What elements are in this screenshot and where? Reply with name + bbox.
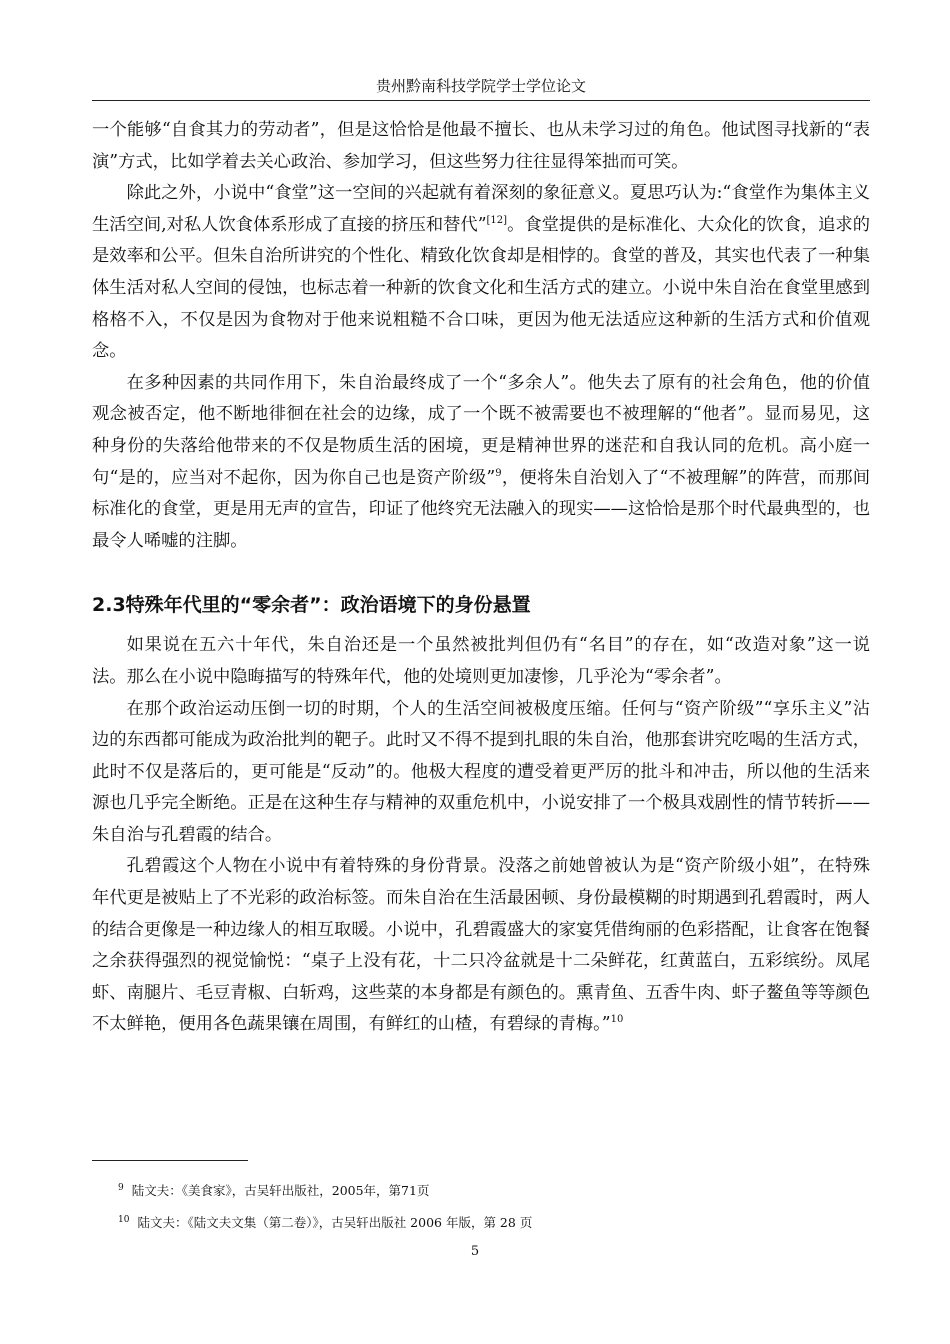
- footnote-item: [118, 1207, 870, 1239]
- header-title: 贵州黔南科技学院学士学位论文: [375, 77, 586, 95]
- citation-ref: [12]: [486, 215, 508, 227]
- paragraph-text: 在多种因素的共同作用下，朱自治最终成了一个“多余人”。他失去了原有的社会角色，他的价值观念被否定，他不断地徘徊在社会的边缘，成了一个既不被需要也不被理解的“他者”。显而易见，这种身份的失落给他带来的不仅是物质生活的困境，更是精神世界的迷茫和自我认同的危机。高小庭一句“是的，应当对不起你，因为你自己也是资产阶级”: [92, 372, 870, 488]
- paragraph-text: 在那个政治运动压倒一切的时期，个人的生活空间被极度压缩。任何与“资产阶级”“享乐主义”沾边的东西都可能成为政治批判的靶子。此时又不得不提到扎眼的朱自治，他那套讲究吃喝的生活方式，此时不仅是落后的，更可能是“反动”的。他极大程度的遭受着更严厉的批斗和冲击，所以他的生活来源也几乎完全断绝。正是在这种生存与精神的双重危机中，小说安排了一个极具戏剧性的情节转折——朱自治与孔碧霞的结合。: [92, 698, 870, 845]
- footnote-divider: [92, 1160, 248, 1161]
- paragraph-text: 除此之外，小说中“食堂”这一空间的兴起就有着深刻的象征意义。夏思巧认为:“食堂作为集体主义生活空间,对私人饮食体系形成了直接的挤压和替代”: [92, 183, 870, 235]
- footnote-mark: 10: [118, 1214, 130, 1225]
- footnote-item: [118, 1175, 870, 1207]
- page-header: [92, 72, 870, 101]
- paragraph-era: [92, 630, 870, 693]
- paragraph-politics: [92, 694, 870, 852]
- footnote-ref: 9: [495, 467, 502, 479]
- footnote-mark: 9: [118, 1182, 124, 1193]
- footnote-ref: 10: [610, 1014, 624, 1026]
- page-number: 5: [470, 1244, 480, 1259]
- paragraph-text: 一个能够“自食其力的劳动者”，但是这恰恰是他最不擅长、也从未学习过的角色。他试图寻找新的“表演”方式，比如学着去关心政治、参加学习，但这些努力往往显得笨拙而可笑。: [92, 120, 870, 172]
- footnotes: [118, 1175, 870, 1239]
- paragraph-text: ，便将朱自治划入了“不被理解”的阵营，而那间标准化的食堂，更是用无声的宣告，印证了他终究无法融入的现实——这恰恰是那个时代最典型的，也最令人唏嘘的注脚。: [92, 467, 871, 551]
- footnote-text: 陆文夫：《美食家》，古吴轩出版社，2005年，第71页: [131, 1183, 430, 1198]
- paragraph-text: 。食堂提供的是标准化、大众化的饮食，追求的是效率和公平。但朱自治所讲究的个性化、精致化饮食却是相悖的。食堂的普及，其实也代表了一种集体生活对私人空间的侵蚀，也标志着一种新的饮食文化和生活方式的建立。小说中朱自治在食堂里感到格格不入，不仅是因为食物对于他来说粗糙不合口味，更因为他无法适应这种新的生活方式和价值观念。: [92, 214, 870, 362]
- paragraph-text: 如果说在五六十年代，朱自治还是一个虽然被批判但仍有“名目”的存在，如“改造对象”这一说法。那么在小说中隐晦描写的特殊年代，他的处境则更加凄惨，几乎沦为“零余者”。: [92, 635, 870, 687]
- footnote-text: 陆文夫：《陆文夫文集（第二卷）》，古吴轩出版社 2006 年版，第 28 页: [137, 1215, 533, 1230]
- section-heading: 2.3特殊年代里的“零余者”：政治语境下的身份悬置: [92, 594, 531, 617]
- paragraph-continued: [92, 115, 870, 178]
- paragraph-canteen: [92, 178, 870, 368]
- body-text: [92, 115, 870, 1041]
- paragraph-superfluous-man: [92, 368, 870, 558]
- paragraph-kong-bixia: [92, 851, 870, 1041]
- paragraph-text: 孔碧霞这个人物在小说中有着特殊的身份背景。没落之前她曾被认为是“资产阶级小姐”，在特殊年代更是被贴上了不光彩的政治标签。而朱自治在生活最困顿、身份最模糊的时期遇到孔碧霞时，两人的结合更像是一种边缘人的相互取暖。小说中，孔碧霞盛大的家宴凭借绚丽的色彩搭配，让食客在饱餐之余获得强烈的视觉愉悦：“桌子上没有花，十二只冷盆就是十二朵鲜花，红黄蓝白，五彩缤纷。凤尾虾、南腿片、毛豆青椒、白斩鸡，这些菜的本身都是有颜色的。熏青鱼、五香牛肉、虾子鳌鱼等等颜色不太鲜艳，便用各色蔬果镶在周围，有鲜红的山楂，有碧绿的青梅。”: [92, 856, 870, 1035]
